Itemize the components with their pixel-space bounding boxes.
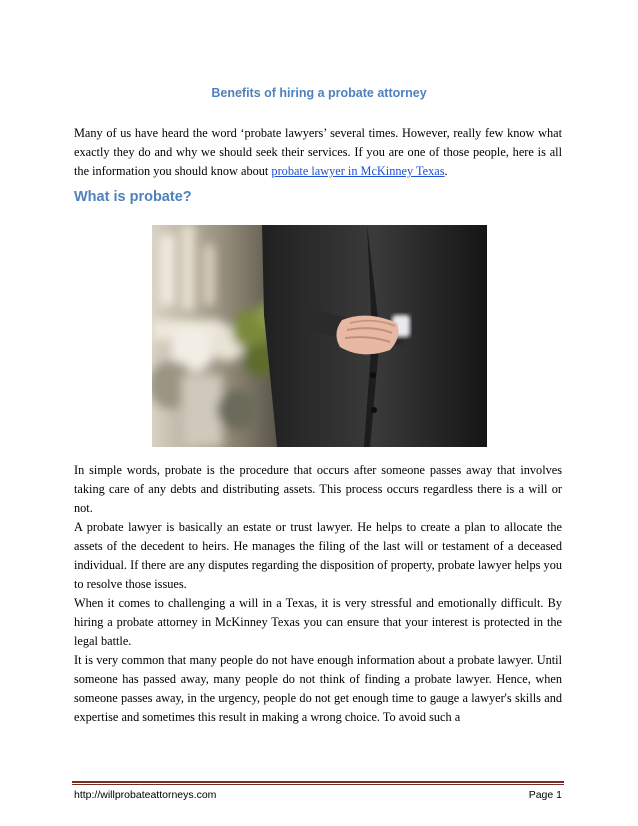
section-heading: What is probate? [74, 189, 192, 205]
probate-lawyer-link[interactable]: probate lawyer in McKinney Texas [271, 164, 445, 178]
lawyer-photo [152, 225, 487, 447]
footer-url: http://willprobateattorneys.com [74, 789, 217, 801]
page-number: Page 1 [528, 789, 562, 801]
intro-end: . [444, 164, 448, 178]
footer-divider-thin [72, 784, 564, 785]
intro-paragraph [74, 124, 562, 181]
intro-text: Many of us have heard the word ‘probate lawyers’ several times. However, really few know what exactly they do and why we should seek their services. If you are one of those people, here is all the information you should know about [74, 126, 562, 178]
paragraph-3: When it comes to challenging a will in a Texas, it is very stressful and emotionally difficult. By hiring a probate attorney in McKinney Texas you can ensure that your interest is protected in the legal battle. [74, 596, 562, 648]
paragraph-4: It is very common that many people do not have enough information about a probate lawyer. Until someone has passed away, many people do not think of finding a probate lawyer. Hence, when someone passes away, in the urgency, people do not get enough time to gauge a lawyer's skills and expertise and sometimes this result in making a wrong choice. To avoid such a [74, 653, 562, 724]
document-title: Benefits of hiring a probate attorney [211, 86, 427, 100]
paragraph-1: In simple words, probate is the procedure that occurs after someone passes away that involves taking care of any debts and distributing assets. This process occurs regardless there is a will or not. [74, 463, 562, 515]
paragraph-2: A probate lawyer is basically an estate or trust lawyer. He helps to create a plan to allocate the assets of the decedent to heirs. He manages the filing of the last will or testament of a deceased individual. If there are any disputes regarding the disposition of property, probate lawyer helps you to resolve those issues. [74, 520, 562, 591]
footer-divider [72, 781, 564, 783]
